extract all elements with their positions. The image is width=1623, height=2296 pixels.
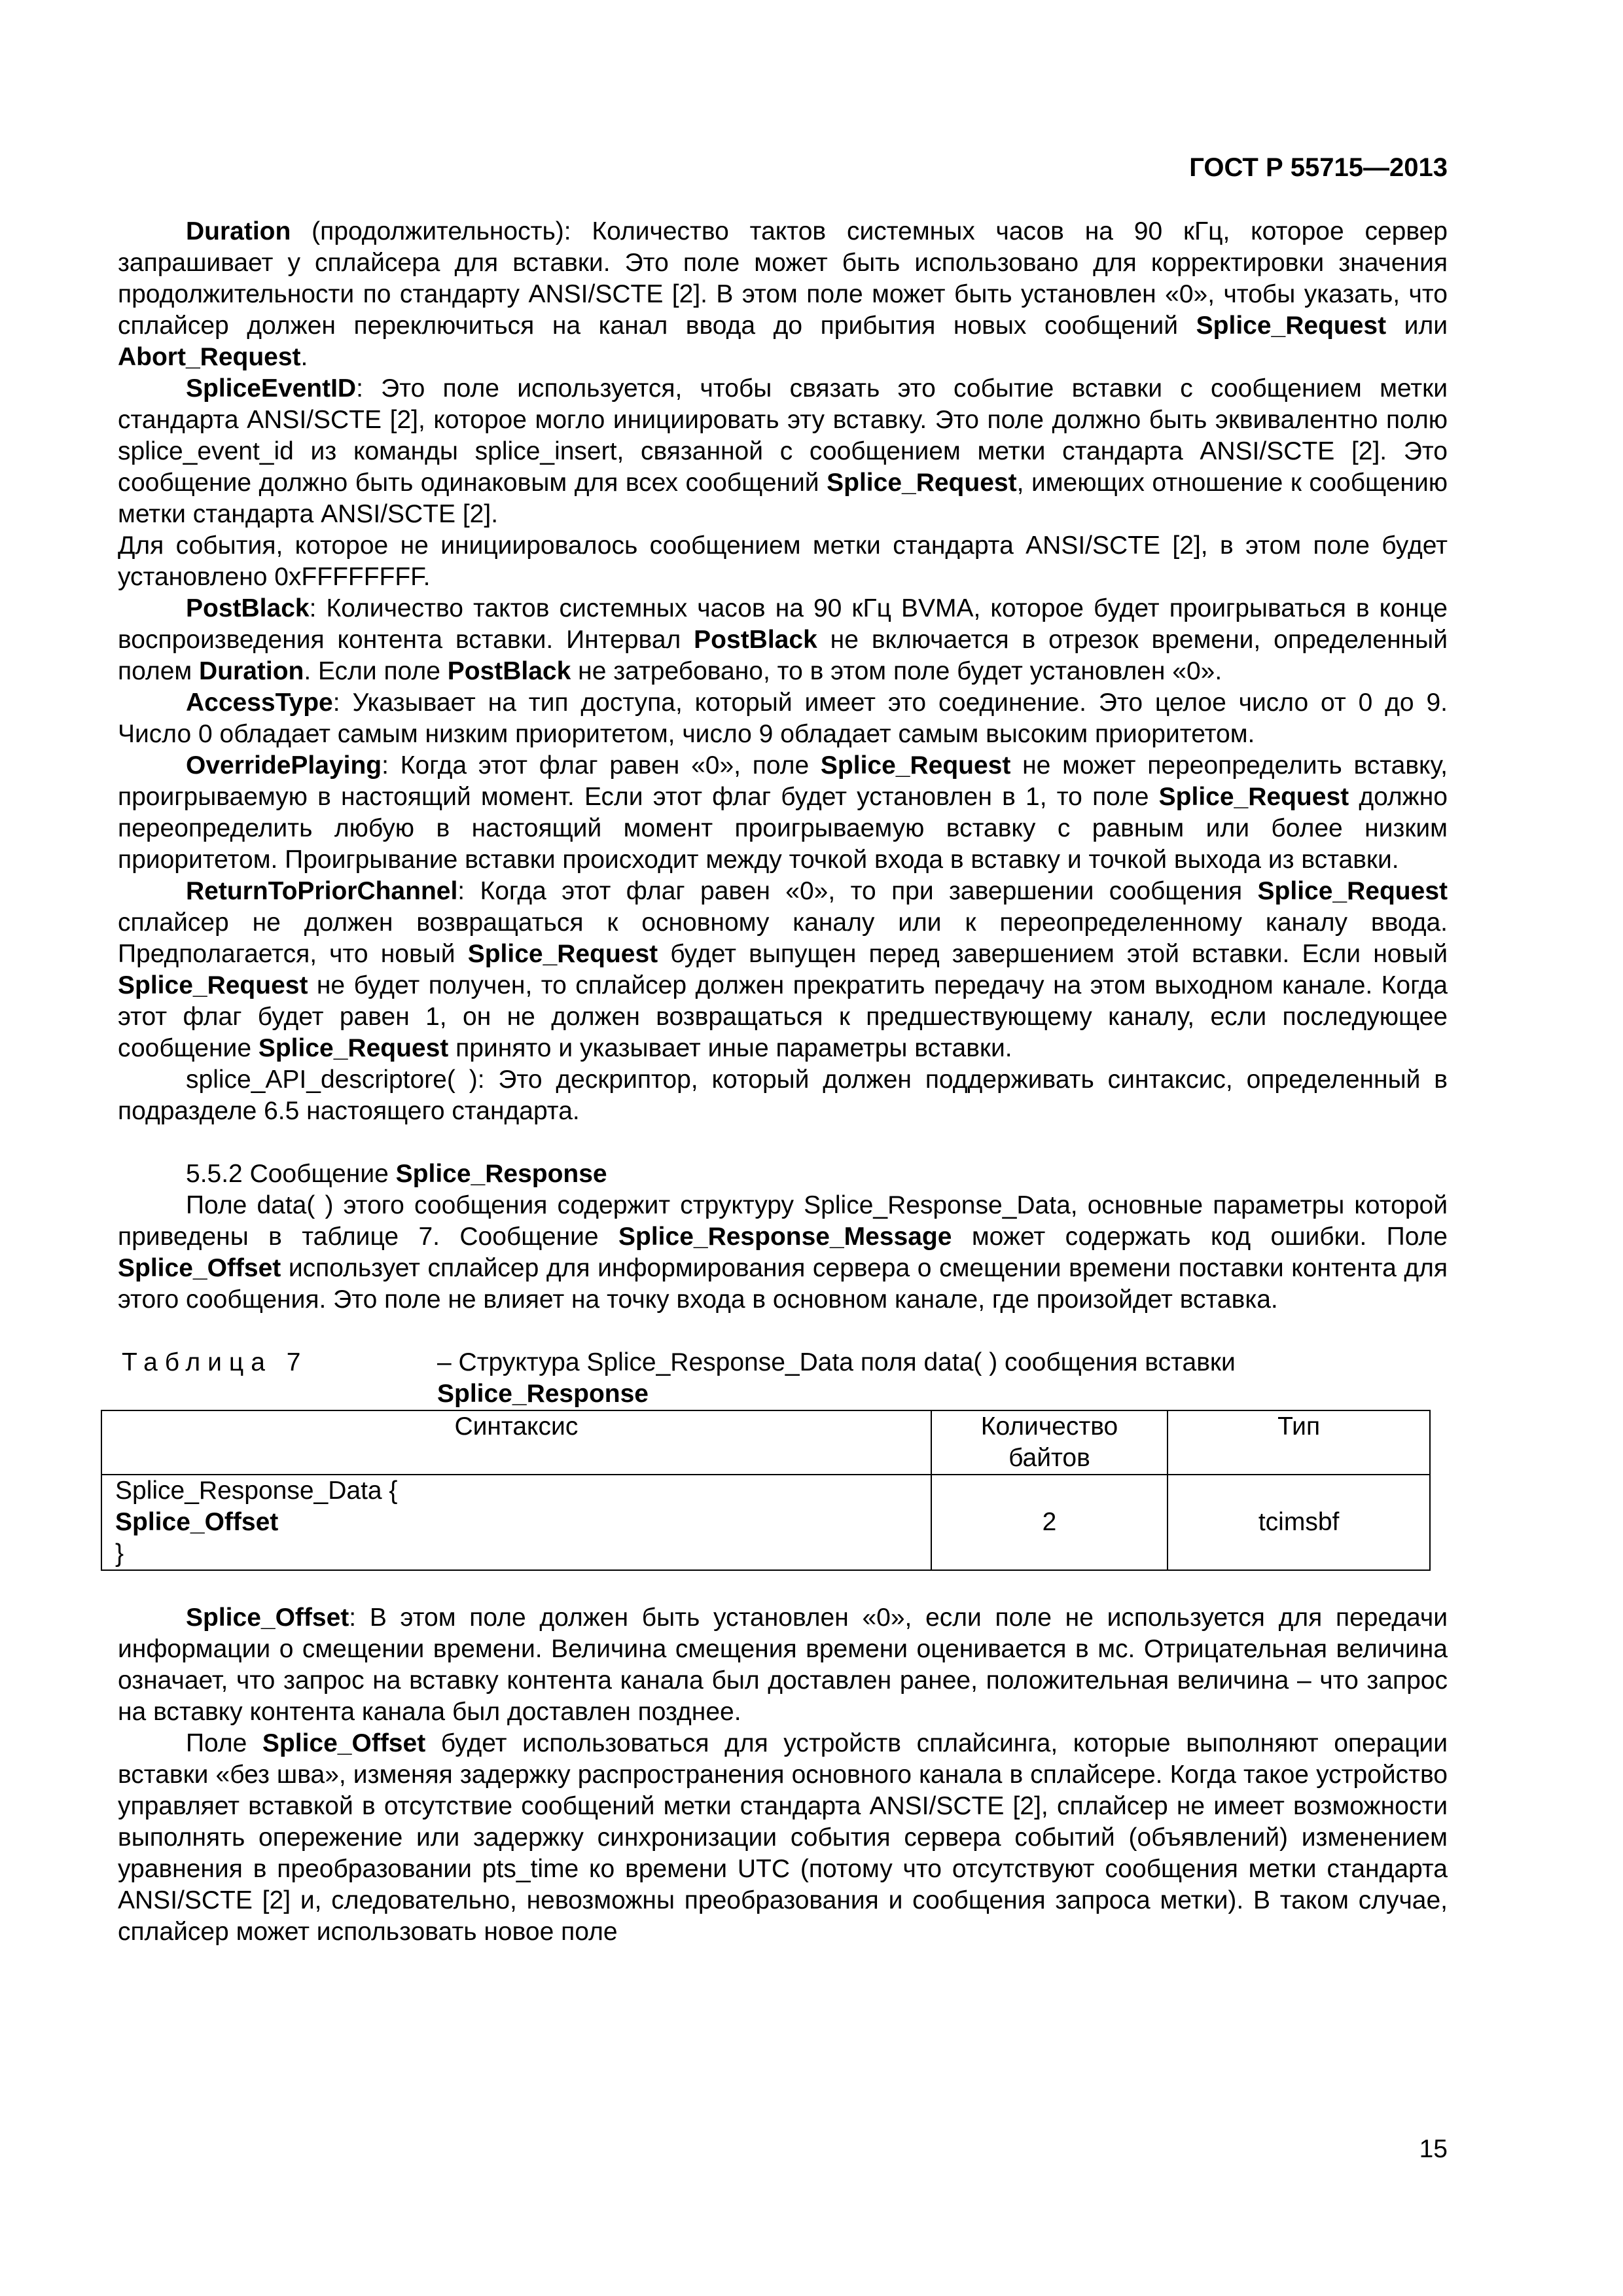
paragraph-override-playing: OverridePlaying: Когда этот флаг равен «0», поле Splice_Request не может переопределить вставку, проигрываемую в настоящий момент. Если этот флаг будет установлен в 1, то поле Splice_Request должно переопределить любую в настоящий момент проигрываемую вставку с равным или более низким приоритетом. Проигрывание вставки происходит между точкой входа в вставку и точкой выхода из вставки. <box>118 751 1448 874</box>
paragraph-splice-api-descriptor: splice_API_descriptore( ): Это дескриптор, который должен поддерживать синтаксис, определенный в подразделе 6.5 настоящего стандарта. <box>118 1066 1448 1125</box>
paragraph-splice-offset-usage: Поле Splice_Offset будет использоваться для устройств сплайсинга, которые выполняют операции вставки «без шва», изменяя задержку распространения основного канала в сплайсере. Когда такое устройство управляет вставкой в отсутствие сообщений метки стандарта ANSI/SCTE [2], сплайсер не имеет возможности выполнять опережение или задержку синхронизации события сервера событий (объявлений) изменением уравнения в преобразовании pts_time ко времени UTC (потому что отсутствуют сообщения метки стандарта ANSI/SCTE [2] и, следовательно, невозможны преобразования и сообщения запроса метки). В таком случае, сплайсер может использовать новое поле <box>118 1729 1448 1946</box>
header-type: Тип <box>1168 1410 1430 1475</box>
page-number: 15 <box>1419 2135 1448 2163</box>
structure-table <box>101 1410 1431 1571</box>
term-override-playing: OverridePlaying <box>186 751 382 780</box>
cell-bytes: 2 <box>931 1475 1168 1570</box>
paragraph-post-black: PostBlack: Количество тактов системных часов на 90 кГц BVMA, которое будет проигрываться в конце воспроизведения контента вставки. Интервал PostBlack не включается в отрезок времени, определенный полем Duration. Если поле PostBlack не затребовано, то в этом поле будет установлен «0». <box>118 594 1448 685</box>
table-row <box>101 1475 1430 1570</box>
paragraph-return-to-prior-channel: ReturnToPriorChannel: Когда этот флаг равен «0», то при завершении сообщения Splice_Request сплайсер не должен возвращаться к основному каналу или к переопределенному каналу ввода. Предполагается, что новый Splice_Request будет выпущен перед завершением этой вставки. Если новый Splice_Request не будет получен, то сплайсер должен прекратить передачу на этом выходном канале. Когда этот флаг будет равен 1, он не должен возвращаться к предшествующему каналу, если последующее сообщение Splice_Request принято и указывает иные параметры вставки. <box>118 877 1448 1062</box>
paragraph-access-type: AccessType: Указывает на тип доступа, который имеет это соединение. Это целое число от 0 до 9. Число 0 обладает самым низким приоритетом, число 9 обладает самым высоким приоритетом. <box>118 689 1448 748</box>
term-return-to-prior-channel: ReturnToPriorChannel <box>186 877 458 905</box>
document-header: ГОСТ Р 55715—2013 <box>1189 153 1448 182</box>
term-duration: Duration <box>186 217 291 245</box>
section-heading: 5.5.2 Сообщение Splice_Response <box>186 1160 607 1188</box>
paragraph-event-note: Для события, которое не инициировалось сообщением метки стандарта ANSI/SCTE [2], в этом поле будет установлено 0xFFFFFFFF. <box>118 531 1448 591</box>
paragraph-section-body: Поле data( ) этого сообщения содержит структуру Splice_Response_Data, основные параметры которой приведены в таблице 7. Сообщение Splice_Response_Message может содержать код ошибки. Поле Splice_Offset использует сплайсер для информирования сервера о смещении времени поставки контента для этого сообщения. Это поле не влияет на точку входа в основном канале, где произойдет вставка. <box>118 1191 1448 1314</box>
term-access-type: AccessType <box>186 689 333 717</box>
term-splice-event-id: SpliceEventID <box>186 374 357 403</box>
header-syntax: Синтаксис <box>101 1410 931 1475</box>
table-label: Таблица 7 <box>122 1348 308 1376</box>
term-splice-offset: Splice_Offset <box>186 1604 349 1632</box>
term-post-black: PostBlack <box>186 594 310 622</box>
table-header-row <box>101 1410 1430 1475</box>
cell-type: tcimsbf <box>1168 1475 1430 1570</box>
paragraph-duration: Duration (продолжительность): Количество тактов системных часов на 90 кГц, которое сервер запрашивает у сплайсера для вставки. Это поле может быть использовано для корректировки значения продолжительности по стандарту ANSI/SCTE [2]. В этом поле может быть установлен «0», чтобы указать, что сплайсер должен переключиться на канал ввода до прибытия новых сообщений Splice_Request или Abort_Request. <box>118 217 1448 371</box>
paragraph-splice-offset: Splice_Offset: В этом поле должен быть установлен «0», если поле не используется для передачи информации о смещении времени. Величина смещения времени оценивается в мс. Отрицательная величина означает, что запрос на вставку контента канала был доставлен ранее, положительная величина – что запрос на вставку контента канала был доставлен позднее. <box>118 1604 1448 1726</box>
header-bytes: Количество байтов <box>931 1410 1168 1475</box>
cell-syntax: Splice_Response_Data { Splice_Offset } <box>101 1475 931 1570</box>
document-body <box>115 216 1448 1948</box>
table-caption <box>118 1347 1448 1410</box>
table-title: – Структура Splice_Response_Data поля data( ) сообщения вставки Splice_Response <box>437 1348 1236 1408</box>
paragraph-splice-event-id: SpliceEventID: Это поле используется, чтобы связать это событие вставки с сообщением метки стандарта ANSI/SCTE [2], которое могло инициировать эту вставку. Это поле должно быть эквивалентно полю splice_event_id из команды splice_insert, связанной с сообщением метки стандарта ANSI/SCTE [2]. Это сообщение должно быть одинаковым для всех сообщений Splice_Request, имеющих отношение к сообщению метки стандарта ANSI/SCTE [2]. <box>118 374 1448 528</box>
